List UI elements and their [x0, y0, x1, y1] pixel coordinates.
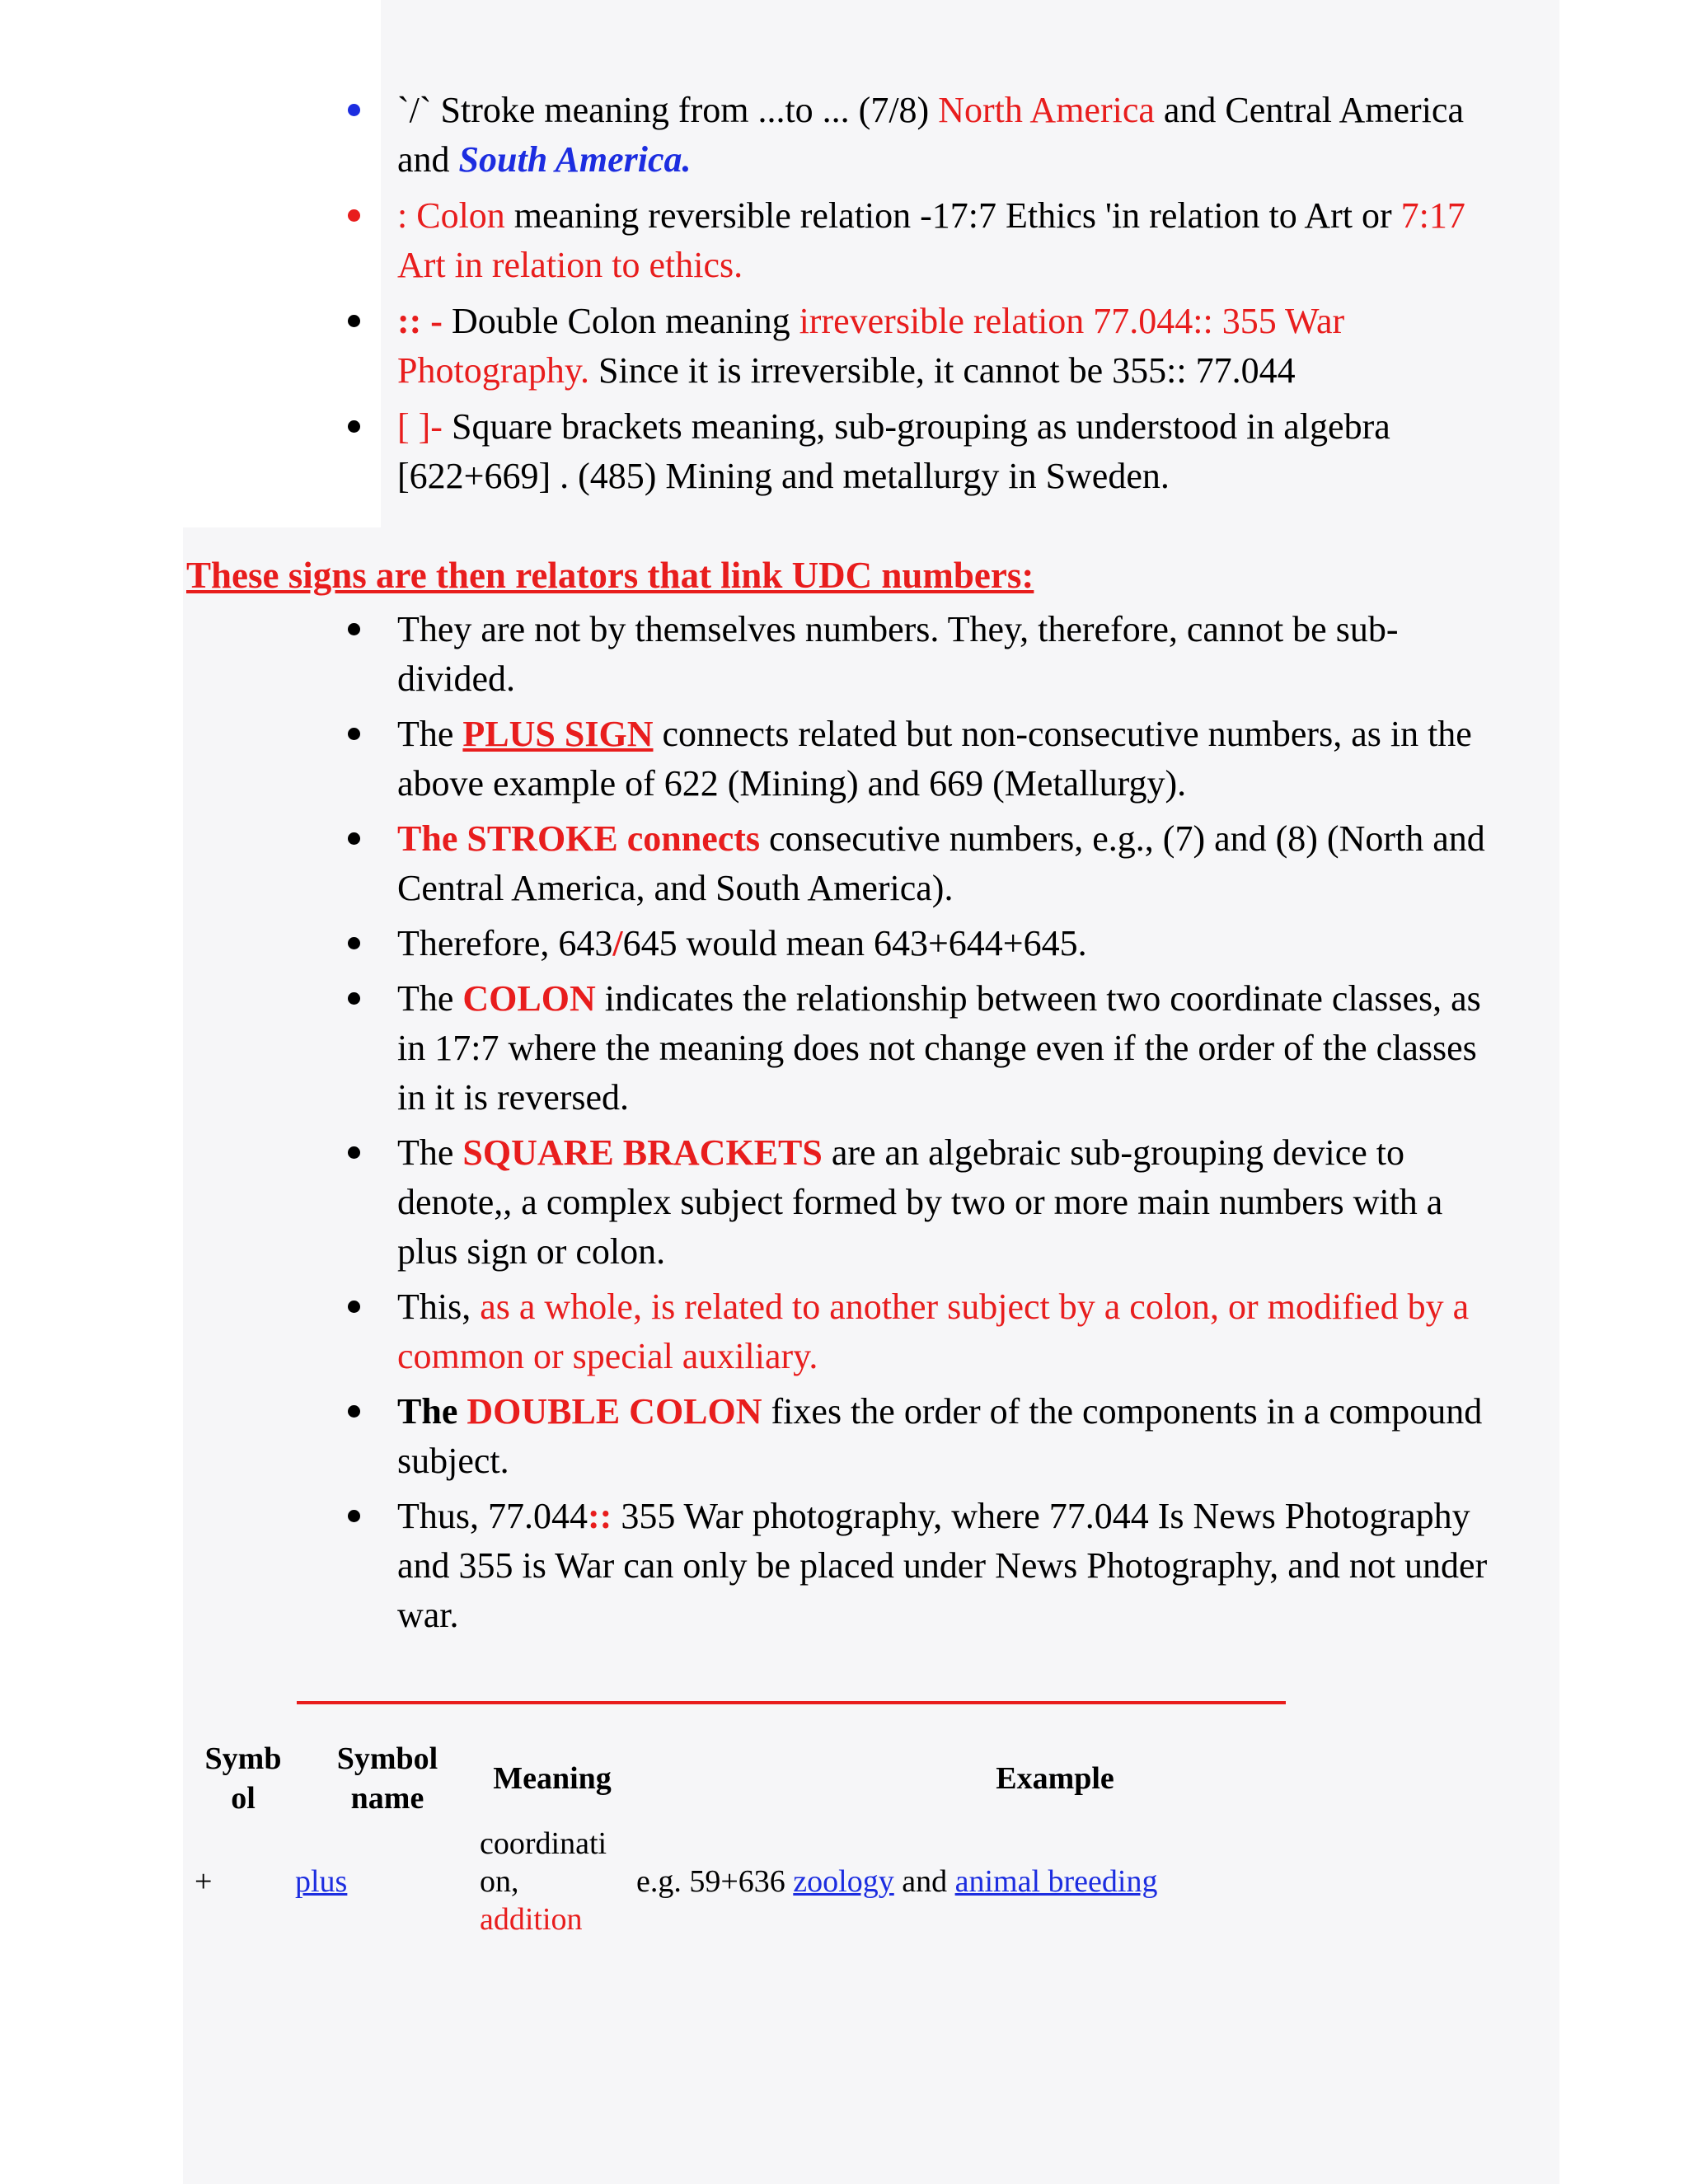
bullet-icon [348, 937, 360, 949]
colon-term: COLON [462, 978, 596, 1019]
square-brackets-label: [ ]- [397, 406, 443, 447]
central-america-text: and Central America and [397, 90, 1464, 180]
double-colon-example: irreversible relation 77.044:: 355 War Photography. [397, 301, 1345, 391]
relator-text: Therefore, 643 [397, 923, 613, 963]
list-item-double-colon [397, 297, 1485, 396]
stroke-term: The STROKE connects [397, 818, 761, 859]
table-header-example: Example [996, 1761, 1114, 1796]
square-brackets-term: SQUARE BRACKETS [462, 1132, 823, 1173]
colon-example: 7:17 Art in relation to ethics. [397, 195, 1465, 285]
relator-item-as-whole [397, 1282, 1493, 1381]
list-item-square-brackets [397, 402, 1485, 501]
colon-label: : Colon [397, 195, 505, 236]
plus-sign-term: PLUS SIGN [462, 714, 654, 754]
relator-text: consecutive numbers, e.g., (7) and (8) (North and Central America, and South America). [397, 818, 1485, 908]
animal-breeding-link[interactable]: animal breeding [954, 1864, 1158, 1899]
section-divider [297, 1701, 1286, 1704]
stroke-definition: `/` Stroke meaning from ...to ... (7/8) [397, 90, 939, 130]
bullet-icon [348, 1301, 360, 1313]
table-header-symbol: Symb ol [204, 1741, 282, 1816]
relator-item-not-numbers [397, 605, 1493, 704]
signs-list [397, 86, 1485, 508]
south-america-text: South America. [458, 139, 692, 180]
bullet-icon [348, 1405, 360, 1418]
relator-item-square-brackets [397, 1128, 1493, 1277]
relator-highlight-text: as a whole, is related to another subject by a colon, or modified by a common or special auxiliary. [397, 1286, 1470, 1376]
double-colon-note: Since it is irreversible, it cannot be 355:: 77.044 [589, 350, 1296, 391]
relator-text: This, [397, 1286, 481, 1327]
bullet-icon [348, 315, 360, 327]
relator-text: fixes the order of the components in a compound subject. [397, 1391, 1483, 1481]
bullet-icon [348, 1146, 360, 1159]
double-colon-definition: Double Colon meaning [451, 301, 799, 341]
relator-text: The [397, 1132, 463, 1173]
double-colon-term: DOUBLE COLON [467, 1391, 762, 1432]
relator-text: 645 would mean 643+644+645. [622, 923, 1087, 963]
plus-link[interactable]: plus [295, 1864, 348, 1899]
bullet-icon [348, 104, 360, 116]
relator-text: The [397, 714, 463, 754]
relator-text: connects related but non-consecutive numbers, as in the above example of 622 (Mining) and 669 (Metallurgy). [397, 714, 1472, 804]
relator-item-plus-sign [397, 710, 1493, 808]
double-colon-label: :: - [397, 301, 452, 341]
table-cell-symbol: + [195, 1864, 213, 1899]
section-heading: These signs are then relators that link UDC numbers: [186, 555, 1034, 596]
relator-text: The [397, 978, 463, 1019]
list-item-stroke [397, 86, 1485, 185]
bullet-icon [348, 1510, 360, 1522]
relator-item-double-colon [397, 1387, 1493, 1486]
bullet-icon [348, 992, 360, 1005]
table-header-symbol-name: Symbol name [336, 1741, 438, 1816]
list-item-colon [397, 191, 1485, 290]
table-cell-meaning [480, 1825, 612, 1938]
bullet-icon [348, 420, 360, 433]
relator-text: indicates the relationship between two coordinate classes, as in 17:7 where the meaning does not change even if the order of the classes in it is reversed. [397, 978, 1481, 1118]
relator-item-war-photography [397, 1492, 1493, 1640]
example-and: and [893, 1864, 955, 1899]
colon-definition: meaning reversible relation -17:7 Ethics 'in relation to Art or [504, 195, 1401, 236]
relator-text: 355 War photography, where 77.044 Is News Photography and 355 is War can only be placed under News Photography, and not under war. [397, 1496, 1488, 1635]
table-cell-example [636, 1863, 1157, 1900]
bullet-icon [348, 623, 360, 635]
relator-item-range-example [397, 919, 1493, 968]
bullet-icon [348, 728, 360, 740]
double-colon-symbol: :: [588, 1496, 612, 1536]
relator-text: Thus, 77.044 [397, 1496, 588, 1536]
relator-text: They are not by themselves numbers. They, therefore, cannot be sub-divided. [397, 609, 1399, 699]
relators-list [397, 605, 1493, 1646]
bullet-icon [348, 209, 360, 222]
table-header-meaning: Meaning [493, 1761, 612, 1796]
relator-text: are an algebraic sub-grouping device to denote,, a complex subject formed by two or more main numbers with a plus sign or colon. [397, 1132, 1443, 1272]
bullet-icon [348, 832, 360, 845]
north-america-text: North America [938, 90, 1155, 130]
square-brackets-definition: Square brackets meaning, sub-grouping as understood in algebra [622+669] . (485) Mining and metallurgy in Sweden. [397, 406, 1390, 496]
stroke-symbol: / [612, 923, 623, 963]
zoology-link[interactable]: zoology [793, 1864, 894, 1899]
relator-item-colon [397, 974, 1493, 1122]
example-prefix: e.g. 59+636 [636, 1864, 794, 1899]
relator-text: The [397, 1391, 467, 1432]
meaning-coordination: coordinati on, [480, 1826, 607, 1899]
relator-item-stroke [397, 814, 1493, 913]
meaning-addition: addition [480, 1902, 583, 1937]
